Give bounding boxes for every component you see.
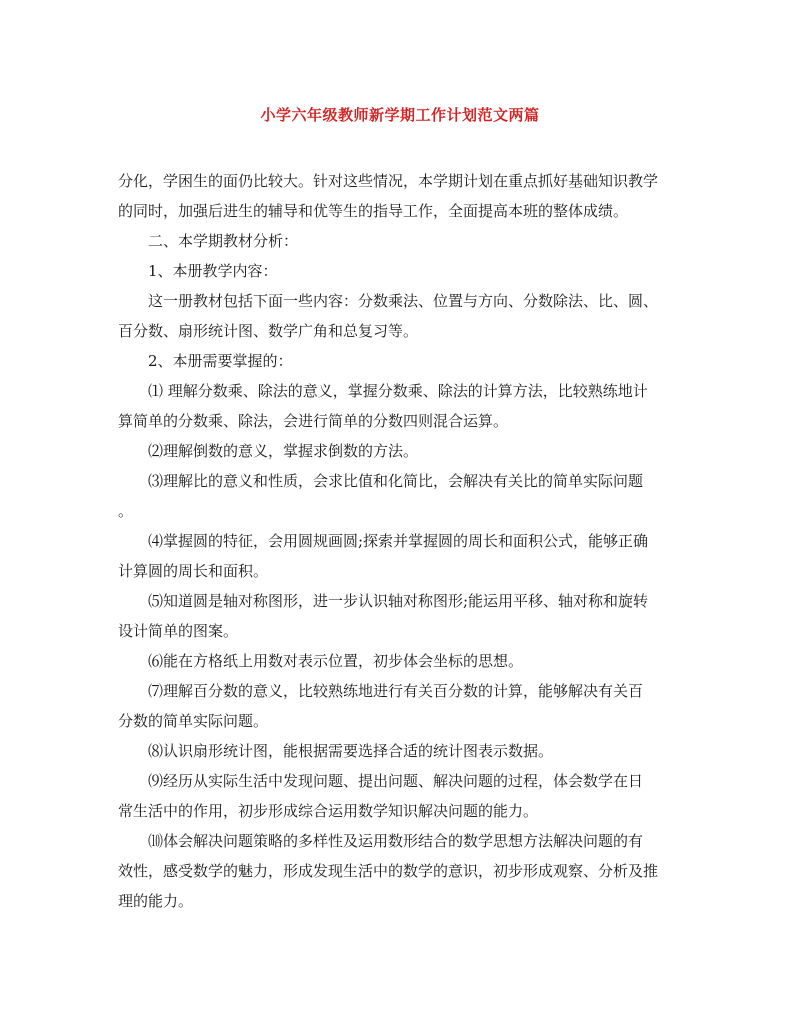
text-line: ⑵理解倒数的意义，掌握求倒数的方法。: [148, 442, 419, 460]
text-line: ⑺理解百分数的意义，比较熟练地进行有关百分数的计算，能够解决有关百: [148, 682, 644, 700]
text-line: ⑼经历从实际生活中发现问题、提出问题、解决问题的过程，体会数学在日: [148, 772, 644, 790]
text-line: ⑸知道圆是轴对称图形，进一步认识轴对称图形;能运用平移、轴对称和旋转: [148, 592, 649, 610]
text-line: ⑻认识扇形统计图，能根据需要选择合适的统计图表示数据。: [148, 742, 554, 760]
document-title: 小学六年级教师新学期工作计划范文两篇: [260, 106, 540, 124]
text-line: ⑽体会解决问题策略的多样性及运用数形结合的数学思想方法解决问题的有: [148, 832, 644, 850]
text-line: ⑴ 理解分数乘、除法的意义，掌握分数乘、除法的计算方法，比较熟练地计: [148, 382, 648, 400]
text-line: 2、本册需要掌握的：: [148, 352, 293, 370]
text-line: 。: [118, 502, 134, 520]
text-line: 算简单的分数乘、除法，会进行简单的分数四则混合运算。: [118, 412, 509, 430]
text-line: 常生活中的作用，初步形成综合运用数学知识解决问题的能力。: [118, 802, 539, 820]
text-line: 这一册教材包括下面一些内容：分数乘法、位置与方向、分数除法、比、圆、: [148, 292, 659, 310]
text-line: 设计简单的图案。: [118, 622, 239, 640]
text-line: 百分数、扇形统计图、数学广角和总复习等。: [118, 322, 419, 340]
text-line: 1、本册教学内容：: [148, 262, 278, 280]
text-line: 理的能力。: [118, 892, 194, 910]
text-line: ⑷掌握圆的特征，会用圆规画圆;探索并掌握圆的周长和面积公式，能够正确: [148, 532, 649, 550]
text-line: 分数的简单实际问题。: [118, 712, 269, 730]
text-line: 二、本学期教材分析：: [148, 232, 299, 250]
text-line: 的同时，加强后进生的辅导和优等生的指导工作，全面提高本班的整体成绩。: [118, 202, 629, 220]
text-line: 效性，感受数学的魅力，形成发现生活中的数学的意识，初步形成观察、分析及推: [118, 862, 659, 880]
text-line: 分化，学困生的面仍比较大。针对这些情况，本学期计划在重点抓好基础知识教学: [118, 172, 659, 190]
text-line: ⑹能在方格纸上用数对表示位置，初步体会坐标的思想。: [148, 652, 524, 670]
text-line: 计算圆的周长和面积。: [118, 562, 269, 580]
document-body: [118, 166, 686, 916]
text-line: ⑶理解比的意义和性质，会求比值和化简比，会解决有关比的简单实际问题: [148, 472, 644, 490]
